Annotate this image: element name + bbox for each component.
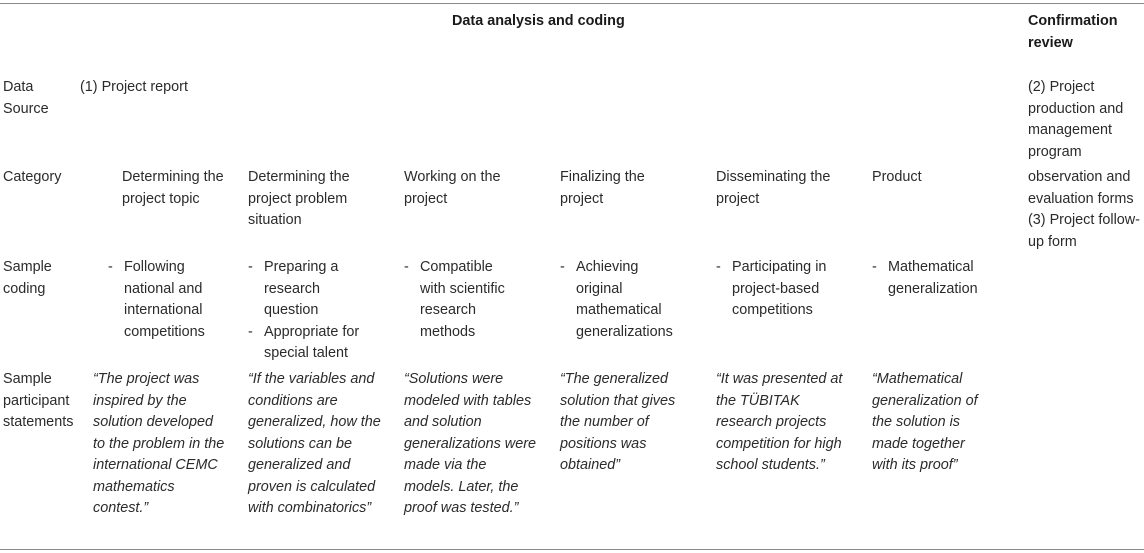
data-source-report: (1) Project report: [80, 79, 188, 95]
category-cell: Determining the project problem situation: [248, 169, 350, 228]
coding-list: [108, 257, 232, 343]
row-label-sample-coding: Sample coding: [3, 259, 52, 297]
coding-list: [872, 257, 997, 300]
statement-cell: “Solutions were modeled with tables and solution generalizations were made via the models. Later, the proof was tested.”: [404, 371, 536, 516]
header-confirmation-review: Confirmation review: [1028, 13, 1118, 51]
row-label-category: Category: [3, 169, 62, 185]
coding-list: [248, 257, 378, 365]
row-label-statements: Sample participant statements: [3, 371, 74, 430]
coding-item: - Participating in project-based competitions: [716, 259, 827, 318]
category-cell: Disseminating the project: [716, 169, 831, 207]
category-cell: Product: [872, 169, 922, 185]
dash: -: [716, 259, 721, 275]
coding-item: - Achieving original mathematical generalizations: [560, 259, 673, 340]
row-label-data-source: Data Source: [3, 79, 49, 117]
statement-cell: “If the variables and conditions are generalized, how the solutions can be generalized and proven is calculated with combinatorics”: [248, 371, 381, 516]
dash: -: [560, 259, 565, 275]
dash: -: [404, 259, 409, 275]
statement-cell: “The project was inspired by the solution developed to the problem in the international CEMC mathematics contest.”: [93, 371, 225, 516]
coding-list: [560, 257, 682, 343]
header-data-analysis: Data analysis and coding: [452, 13, 625, 29]
confirmation-forms: observation and evaluation forms (3) Project follow-up form: [1028, 169, 1140, 250]
dash: -: [248, 259, 253, 275]
category-cell: Finalizing the project: [560, 169, 645, 207]
data-source-confirmation: (2) Project production and management program: [1028, 79, 1124, 160]
category-cell: Working on the project: [404, 169, 501, 207]
dash: -: [108, 259, 113, 275]
table-bottom-rule: [0, 549, 1144, 550]
coding-item: - Preparing a research question: [248, 259, 339, 318]
statement-cell: “The generalized solution that gives the number of positions was obtained”: [560, 371, 676, 473]
table-top-rule: [0, 3, 1144, 4]
statement-cell: “Mathematical generalization of the solution is made together with its proof”: [872, 371, 978, 473]
coding-item: - Mathematical generalization: [872, 259, 978, 297]
dash: -: [248, 323, 253, 340]
coding-item: - Following national and international competitions: [108, 259, 205, 340]
statement-cell: “It was presented at the TÜBITAK research projects competition for high school students.”: [716, 371, 843, 473]
coding-item: - Compatible with scientific research methods: [404, 259, 505, 340]
coding-list: [716, 257, 856, 322]
category-cell: Determining the project topic: [122, 169, 224, 207]
dash: -: [872, 259, 877, 275]
coding-list: [404, 257, 522, 343]
coding-item: - Appropriate for special talent: [248, 323, 360, 361]
